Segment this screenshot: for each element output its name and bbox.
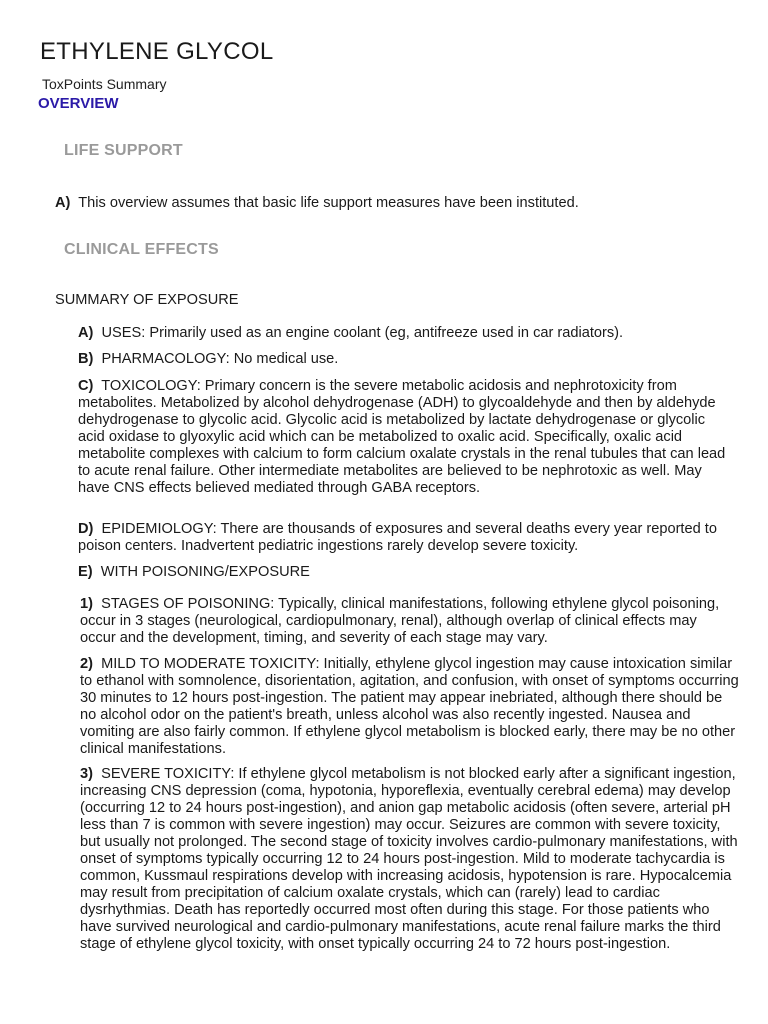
item-text: STAGES OF POISONING: Typically, clinical manifestations, following ethylene glycol poisoning, occur in 3 stages (neurological, cardiopulmonary, renal), although overlap of clinical effects may occur and the development, timing, and severity of each stage may vary.: [80, 596, 720, 646]
item-text: USES: Primarily used as an engine coolant (eg, antifreeze used in car radiators).: [101, 325, 624, 341]
item-label: A): [55, 195, 71, 211]
item-label: B): [78, 351, 94, 367]
item-text: TOXICOLOGY: Primary concern is the severe metabolic acidosis and nephrotoxicity from metabolites. Metabolized by alcohol dehydrogenase (ADH) to glycoaldehyde and then by aldehyde dehydrogenase to glycolic acid. Glycolic acid is metabolized by lactate dehydrogenase or glycolic acid oxidase to glyoxylic acid which can be metabolized to oxalic acid. Specifically, oxalic acid metabolite complexes with calcium to form calcium oxalate crystals in the renal tubules that can lead to acute renal failure. Other intermediate metabolites are believed to be nephrotoxic as well. May have CNS effects believed mediated through GABA receptors.: [78, 378, 726, 496]
summary-item-toxicology: [78, 378, 728, 497]
summary-of-exposure-heading: SUMMARY OF EXPOSURE: [55, 292, 239, 308]
overview-heading: OVERVIEW: [38, 95, 119, 112]
clinical-effects-heading: CLINICAL EFFECTS: [64, 241, 219, 258]
poisoning-subitem-mild-moderate: [80, 656, 740, 758]
poisoning-subitem-stages: [80, 596, 730, 647]
life-support-heading: LIFE SUPPORT: [64, 142, 183, 159]
life-support-item: [55, 195, 735, 212]
item-text: This overview assumes that basic life support measures have been instituted.: [78, 195, 579, 211]
item-label: C): [78, 378, 94, 394]
item-text: SEVERE TOXICITY: If ethylene glycol metabolism is not blocked early after a significant ingestion, increasing CNS depression (coma, hypotonia, hyporeflexia, eventually cerebral edema) may develop (occurring 12 to 24 hours post-ingestion), and anion gap metabolic acidosis (often severe, arterial pH less than 7 is common with severe ingestion) may occur. Seizures are common with severe toxicity, but usually not prolonged. The second stage of toxicity involves cardio-pulmonary manifestations, with onset of symptoms typically occurring 12 to 24 hours post-ingestion. Mild to moderate tachycardia is common, Kussmaul respirations develop with increasing acidosis, hypotension is rare. Hypocalcemia may result from precipitation of calcium oxalate crystals, which can (rarely) lead to cardiac dysrhythmias. Death has reportedly occurred most often during this stage. For those patients who have survived neurological and cardio-pulmonary manifestations, acute renal failure marks the third stage of ethylene glycol toxicity, with onset typically occurring 24 to 72 hours post-ingestion.: [80, 766, 738, 952]
summary-item-poisoning: [78, 564, 728, 581]
item-text: WITH POISONING/EXPOSURE: [100, 564, 310, 580]
item-label: A): [78, 325, 94, 341]
item-label: D): [78, 521, 94, 537]
summary-item-epidemiology: [78, 521, 728, 555]
item-label: 1): [80, 596, 93, 612]
summary-item-pharmacology: [78, 351, 738, 368]
poisoning-subitem-severe: [80, 766, 740, 953]
document-title: ETHYLENE GLYCOL: [40, 38, 274, 65]
item-label: 2): [80, 656, 93, 672]
document-subtitle: ToxPoints Summary: [42, 76, 167, 92]
item-text: PHARMACOLOGY: No medical use.: [101, 351, 339, 367]
item-text: MILD TO MODERATE TOXICITY: Initially, ethylene glycol ingestion may cause intoxication similar to ethanol with somnolence, disorientation, agitation, and confusion, with onset of symptoms occurring 30 minutes to 12 hours post-ingestion. The patient may appear inebriated, although there should be no alcohol odor on the patient's breath, unless alcohol was also recently ingested. Nausea and vomiting are also fairly common. If ethylene glycol metabolism is blocked early, there may be no other clinical manifestations.: [80, 656, 739, 757]
summary-item-uses: [78, 325, 738, 342]
item-text: EPIDEMIOLOGY: There are thousands of exposures and several deaths every year reported to poison centers. Inadvertent pediatric ingestions rarely develop severe toxicity.: [78, 521, 717, 554]
item-label: 3): [80, 766, 93, 782]
item-label: E): [78, 564, 93, 580]
